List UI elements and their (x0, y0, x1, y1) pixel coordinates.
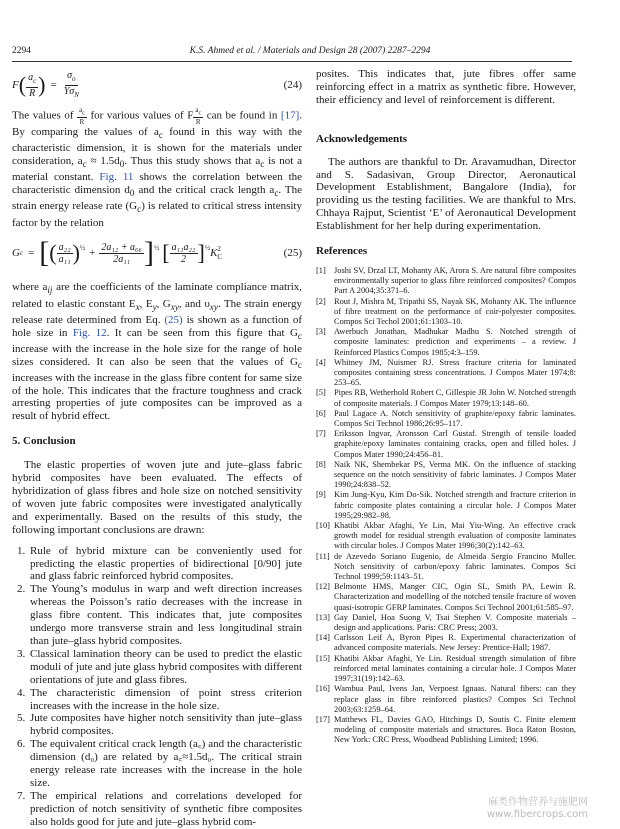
conclusion-item: 6. The equivalent critical crack length (a꜀) and the characteristic dimension (d₀) are related by a꜀≈1.5d₀. The critical strain energy release rate increases with the increase in the hole size. (28, 738, 302, 790)
eq-25-link[interactable]: (25) (164, 313, 183, 326)
reference-item (316, 429, 576, 460)
reference-number: [9] (316, 490, 326, 500)
reference-item (316, 388, 576, 408)
reference-number: [12] (316, 582, 330, 592)
reference-item (316, 654, 576, 685)
reference-number: [16] (316, 684, 330, 694)
header-rule (12, 61, 572, 62)
conclusion-item: 7. The empirical relations and correlations developed for prediction of notch sensitivity of synthetic fibre composites also holds good for jute and jute–glass hybrid com- (28, 790, 302, 829)
references-list (316, 266, 576, 746)
reference-item (316, 490, 576, 521)
reference-item (316, 521, 576, 552)
reference-number: [6] (316, 408, 326, 418)
equation-25-body: G c = [ ( $\frac{\text{a₂₂}}{\text{a₁₁}}$ ) $^{\frac{1}{2}}$ + $\frac{\text{2a₁₂ + a₆₆}}{\text{2a₁₁}}$ ] $^{\frac{1}{2}}$ [ $\frac{\text{a₁₁a₂₂}}{2}$ ] $^{\frac{1}{2}}$ K 2 C (12, 236, 223, 270)
reference-item (316, 715, 576, 746)
reference-number: [5] (316, 388, 326, 398)
reference-item (316, 552, 576, 583)
watermark (487, 797, 588, 821)
reference-text: Wambua Paul, Ivens Jan, Verpoest Ignaas. Natural fibers: can they replace glass in fibre reinforced plastics? Compos Sci Technol 2003;63:1259–64. (334, 684, 576, 714)
equation-24 (12, 70, 302, 100)
reference-text: Khatibi Akbar Afaghi, Ye Lin, Mai Yiu-Wing. An effective crack growth model for residual strength evaluation of composite laminates with circular holes. J Compos Mater 1996;30(2):142–63. (334, 521, 576, 551)
reference-text: Awerbuch Jonathan, Madhukar Madhu S. Notched strength of composite laminates: prediction and experiments – a review. J Reinforced Plastics Compos 1985;4:3–159. (334, 327, 576, 357)
reference-item (316, 613, 576, 633)
reference-item (316, 582, 576, 613)
fig-12-link[interactable]: Fig. 12 (72, 326, 107, 339)
reference-text: Eriksson Ingvar, Aronsson Carl Gustaf. Strength of tensile loaded graphite/epoxy laminates containing cracks, open and filled holes. J Compos Mater 1990;24:456–81. (334, 429, 576, 459)
fig-11-link[interactable]: Fig. 11 (99, 171, 134, 184)
paragraph-compliance-matrix: where $a_{ij}$ are the coefficients of the laminate compliance matrix, related to elastic constant $E_x$, $E_y$, $G_{xy}$, and $\upsilon_{xy}$. The strain energy release rate determined from Eq. (25) is shown as a function of hole size in Fig. 12. It can be seen from this figure that $G_c$ increase with the increase in the hole size for the range of hole sizes considered. It can also be seen that the values of $G_c$ increases with the increase in the glass fibre content for same size of the hole. This indicates that the fracture toughness and crack arresting properties of jute composites can be improved as a result of hybrid effect. (12, 281, 303, 423)
reference-text: Joshi SV, Drzal LT, Mohanty AK, Arora S. Are natural fibre composites environmentally superior to glass fibre reinforced composites? Compos Part A 2004;35:371–6. (334, 265, 576, 296)
watermark-line-2: www.fibercrops.com (486, 809, 588, 820)
reference-item (316, 297, 576, 328)
reference-number: [3] (316, 327, 326, 337)
references-heading: References (316, 245, 368, 258)
reference-item (316, 266, 576, 297)
reference-number: [4] (316, 357, 326, 367)
reference-number: [11] (316, 551, 330, 561)
conclusion-item: 1. Rule of hybrid mixture can be conveniently used for predicting the elastic properties of bidirectional [0/90] jute and glass fabric reinforced hybrid composites. (28, 545, 302, 584)
reference-text: Gay Daniel, Hoa Suong V, Tsai Stephen V. Composite materials – design and applications. Paris: CRC Press; 2003. (334, 612, 576, 633)
acknowledgements-text: The authors are thankful to Dr. Aravamudhan, Director and S. Sadasivan, Group Director, Aeronautical Development Establishment, Bangalore (India), for providing us the testing facilities. We are thankful to Mrs. Chhaya Rajput, Scientist ‘E’ of Aeronautical Development Establishment for her help during experimentation. (316, 155, 576, 233)
left-column (12, 68, 302, 829)
acknowledgements-heading: Acknowledgements (316, 132, 408, 145)
reference-text: Paul Lagace A. Notch sensitivity of graphite/epoxy fabric laminates. Compos Sci Technol 1986;26:95–117. (334, 408, 576, 429)
reference-number: [15] (316, 653, 330, 663)
watermark-line-1: 麻类作物营养与施肥网 (488, 797, 588, 808)
reference-text: Belmonte HMS, Manger CIC, Ogin SL, Smith PA, Lewin R. Characterization and modelling of the notched tensile fracture of woven quasi-isotropic GFRP laminates. Compos Sci Technol 2001;61:585–97. (334, 582, 576, 612)
conclusion-heading: 5. Conclusion (12, 435, 76, 448)
conclusion-item: 3. Classical lamination theory can be used to predict the elastic moduli of jute and jute glass hybrid composites with different orientations of jute and glass fibres. (28, 648, 302, 687)
conclusion-item: 4. The characteristic dimension of point stress criterion increases with the increase in the hole size. (28, 687, 302, 713)
conclusion-paragraph: The elastic properties of woven jute and jute–glass fabric hybrid composites have been evaluated. The effects of hybridization of glass fibres and hole size on notched sensitivity of woven jute fabric composites were investigated analytically and experimentally. Based on the results of this study, the following important conclusions are drawn: (12, 459, 302, 536)
reference-text: Pipes RB, Wetherhold Robert C, Gillespie JR John W. Notched strength of composite materials. J Compos Mater 1979;13:148–60. (334, 388, 576, 408)
paragraph-values-of-f: The values of $\frac{a_c}{R}$ for various values of F $\frac{a_c}{R}$ can be found in [17]. By comparing the values of $a_c$ found in this way with the characteristic dimension, it is shown for the materials under consideration, $a_c \approx 1.5d_0$. Thus this study shows that $a_c$ is not a material constant. Fig. 11 shows the correlation between the characteristic dimension $d_0$ and the critical crack length $a_c$. The strain energy release rate $(G_c)$ is related to critical stress intensity factor by the relation (12, 106, 303, 229)
equation-24-body: F ( $\frac{a_c}{R}$ ) = $\frac{\sigma_o}{Y\sigma_N}$ (12, 69, 79, 99)
reference-number: [2] (316, 296, 326, 306)
reference-item (316, 460, 576, 491)
conclusion-list (12, 545, 302, 829)
equation-25 (12, 231, 302, 275)
reference-number: [7] (316, 429, 326, 439)
reference-text: Naik NK, Shembekar PS, Verma MK. On the influence of stacking sequence on the notch sensitivity of fabric laminates. J Compos Mater 1990;24:838–52. (334, 459, 576, 490)
reference-text: de Azevedo Soriano Eugenio, de Almeida Sergio Francino Muller. Notch sensitivity of carbon/epoxy fabric laminates. Compos Sci Technol 1999;59:1143–51. (334, 551, 576, 582)
equation-25-number: (25) (283, 247, 302, 260)
reference-number: [1] (316, 265, 326, 275)
reference-item (316, 684, 576, 715)
equation-24-number: (24) (283, 78, 302, 91)
conclusion-continuation: posites. This indicates that, jute fibres offer same reinforcing effect in a matrix as synthetic fibre. However, their efficiency and level of reinforcement is different. (316, 68, 576, 106)
reference-number: [8] (316, 459, 326, 469)
page-number: 2294 (12, 46, 31, 56)
reference-number: [13] (316, 612, 330, 622)
reference-number: [14] (316, 633, 330, 643)
reference-number: [10] (316, 521, 330, 531)
reference-item (316, 409, 576, 429)
reference-text: Rout J, Mishra M, Tripathi SS, Nayak SK, Mohanty AK. The influence of fibre treatment on the performance of coir-polyester composites. Compos Sci Techol 2001;61:1303–10. (334, 296, 576, 326)
reference-text: Matthews FL, Davies GAO, Hitchings D, Soutis C. Finite element modeling of composite materials and structures. Boca Raton Boston, New York: CRC Press, Woodhead Publishing Limited; 1996. (334, 714, 576, 745)
running-header: K.S. Ahmed et al. / Materials and Design 28 (2007) 2287–2294 (189, 46, 431, 56)
reference-item (316, 327, 576, 358)
reference-text: Carlsson Leif A, Byron Pipes R. Experimental characterization of advanced composite materials. New Jersey: Prentice-Hall; 1987. (334, 633, 576, 653)
reference-text: Khatibi Akbar Afaghi, Ye Lin. Residual strength simulation of fibre reinforced metal laminates containing a circular hole. J Compos Mater 1997;31(19):142–63. (334, 653, 576, 684)
conclusion-item: 5. Jute composites have higher notch sensitivity than jute–glass hybrid composites. (28, 712, 302, 738)
reference-text: Kim Jung-Kyu, Kim Do-Sik. Notched strength and fracture criterion in fabric composite plates containing a circular hole. J Compos Mater 1995;29:982–98. (334, 490, 576, 520)
ref-17-link[interactable]: [17] (280, 109, 300, 122)
conclusion-item: 2. The Young’s modulus in warp and weft direction increases whereas the Poisson’s ratio decreases with the increase in glass fibre content. This indicates that, jute composites undergo more transverse strain and less longitudinal strain than jute–glass hybrid composites. (28, 583, 302, 648)
right-column (316, 68, 576, 746)
reference-item (316, 633, 576, 653)
reference-item (316, 358, 576, 389)
reference-number: [17] (316, 714, 330, 724)
reference-text: Whitney JM, Nuismer RJ. Stress fracture criteria for laminated composites containing stress concentrations. J Compos Mater 1974;8: 253–65. (334, 357, 576, 388)
